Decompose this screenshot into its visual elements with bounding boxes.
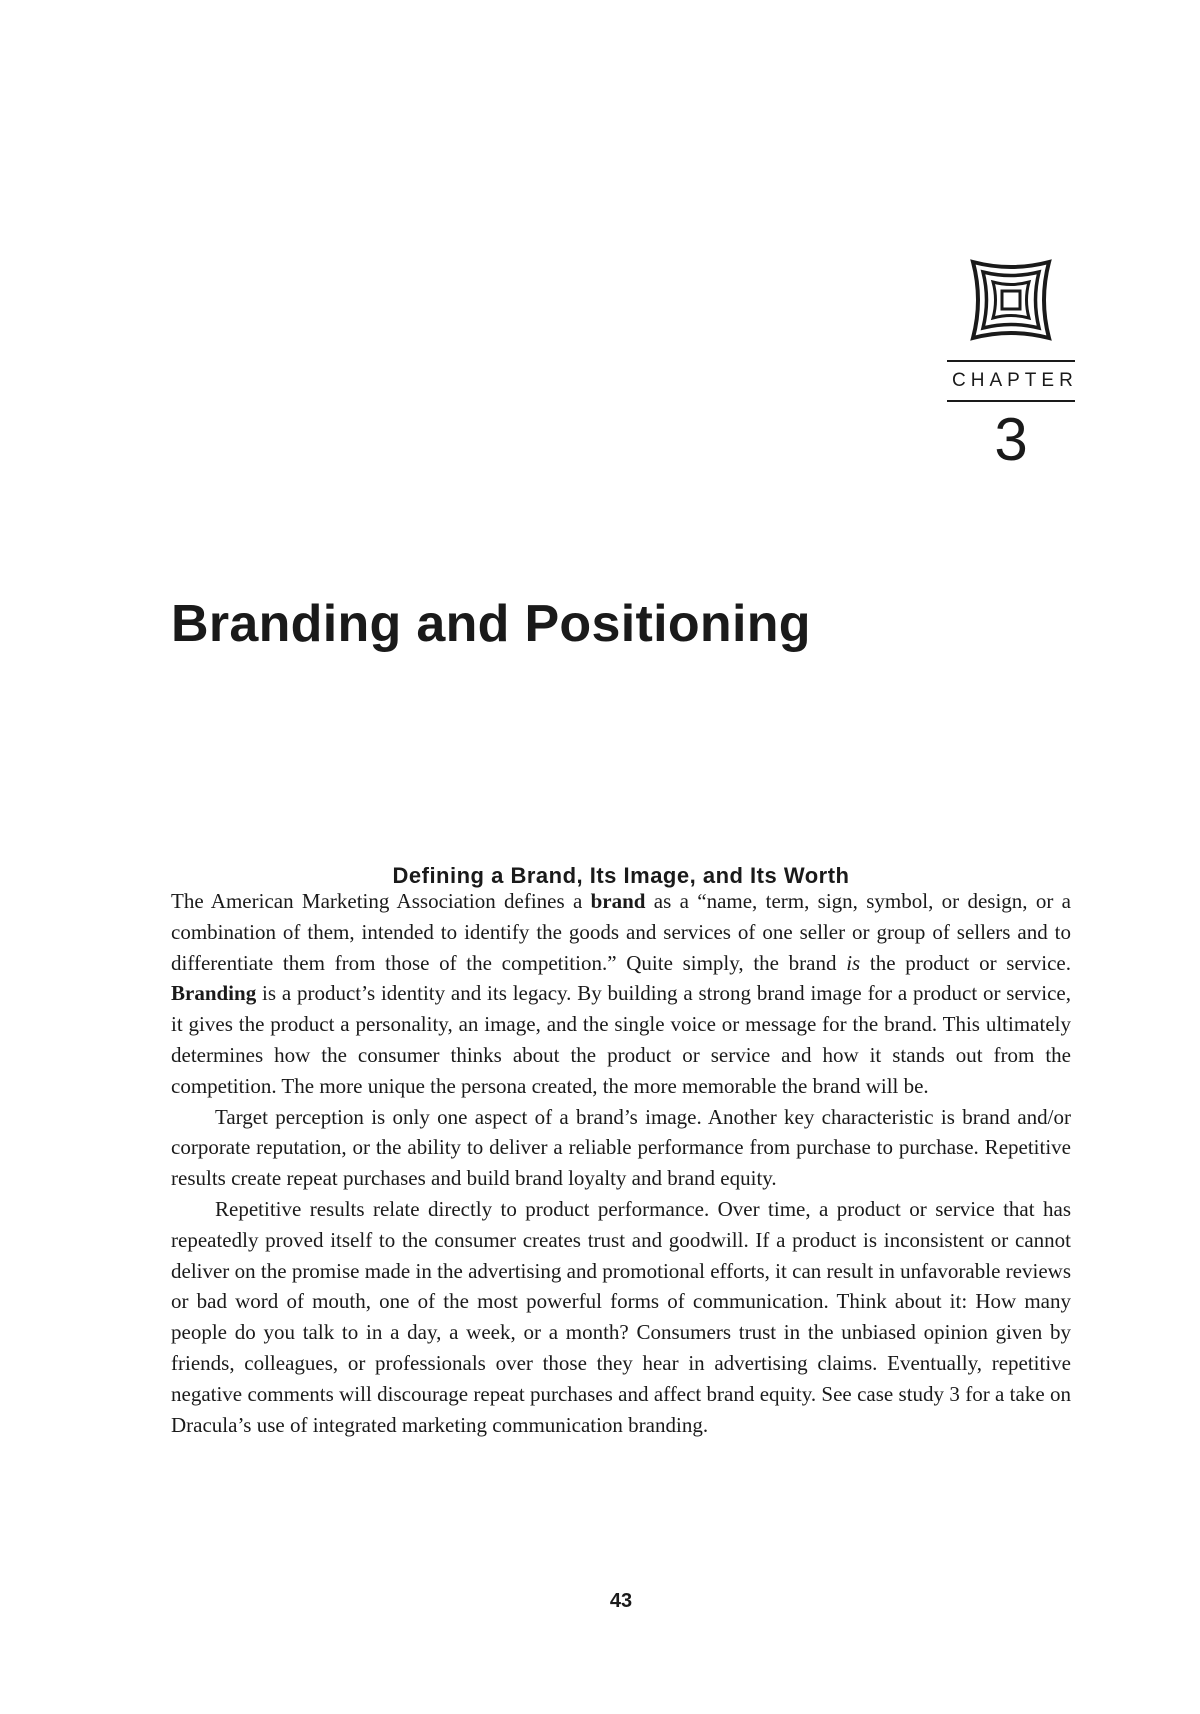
chapter-opener [947, 258, 1078, 473]
page-number: 43 [609, 1590, 633, 1612]
term-branding: Branding [171, 981, 257, 1006]
body-text [171, 886, 1071, 1440]
paragraph-1: The American Marketing Association defines a brand as a “name, term, sign, symbol, or design, or a combination of them, intended to identify the goods and services of one seller or group of sellers and to differentiate them from those of the competition.” Quite simply, the brand is the product or service. Branding is a product’s identity and its legacy. By building a strong brand image for a product or service, it gives the product a personality, an image, and the single voice or message for the brand. This ultimately determines how the consumer thinks about the product or service and how it stands out from the competition. The more unique the persona created, the more memorable the brand will be. [171, 889, 1071, 1098]
paragraph-2: Target perception is only one aspect of a brand’s image. Another key characteristic is brand and/or corporate reputation, or the ability to deliver a reliable performance from purchase to purchase. Repetitive results create repeat purchases and build brand loyalty and brand equity. [171, 1104, 1071, 1191]
chapter-rule-bottom [947, 400, 1075, 402]
chapter-title: Branding and Positioning [171, 595, 811, 653]
emphasis-is: is [846, 950, 861, 975]
paragraph-3: Repetitive results relate directly to product performance. Over time, a product or service that has repeatedly proved itself to the consumer creates trust and goodwill. If a product is inconsistent or cannot deliver on the promise made in the advertising and promotional efforts, it can result in unfavorable reviews or bad word of mouth, one of the most powerful forms of communication. Think about it: How many people do you talk to in a day, a week, or a month? Consumers trust in the unbiased opinion given by friends, colleagues, or professionals over those they hear in advertising claims. Eventually, repetitive negative comments will discourage repeat purchases and affect brand equity. See case study 3 for a take on Dracula’s use of integrated marketing communication branding. [171, 1196, 1071, 1437]
chapter-number: 3 [994, 406, 1028, 473]
section-heading: Defining a Brand, Its Image, and Its Worth [392, 863, 850, 888]
chapter-label: CHAPTER [952, 370, 1078, 391]
concentric-square-ornament-icon [969, 258, 1053, 342]
term-brand: brand [590, 889, 646, 913]
